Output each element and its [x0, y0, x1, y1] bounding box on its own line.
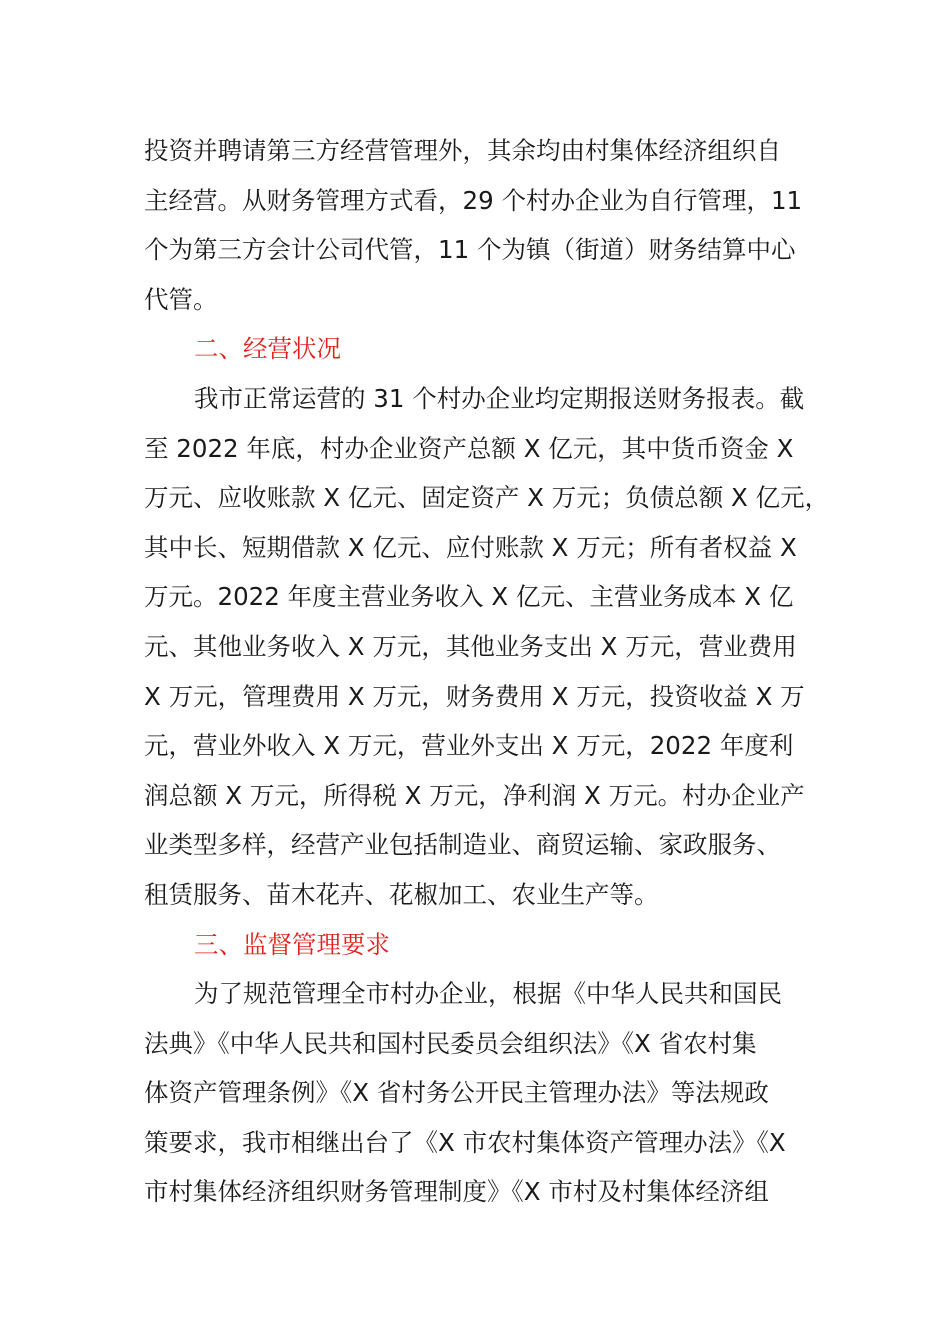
- text-line: 万元、应收账款 X 亿元、固定资产 X 万元；负债总额 X 亿元，: [144, 483, 830, 513]
- paragraph-supervision: [144, 969, 816, 1217]
- text-line: 万元。2022 年度主营业务收入 X 亿元、主营业务成本 X 亿: [144, 582, 794, 612]
- text-line: 个为第三方会计公司代管，11 个为镇（街道）财务结算中心: [144, 235, 796, 265]
- text-line: X 万元，管理费用 X 万元，财务费用 X 万元，投资收益 X 万: [144, 681, 805, 711]
- section-heading-supervision: 三、监督管理要求: [194, 929, 390, 959]
- text-line: 代管。: [144, 284, 218, 314]
- paragraph-ownership: [144, 126, 816, 324]
- text-line: 策要求，我市相继出台了《X 市农村集体资产管理办法》《X: [144, 1127, 786, 1157]
- text-line: 市村集体经济组织财务管理制度》《X 市村及村集体经济组: [144, 1177, 769, 1207]
- text-line: 为了规范管理全市村办企业，根据《中华人民共和国民: [194, 979, 782, 1009]
- text-line: 至 2022 年底，村办企业资产总额 X 亿元，其中货币资金 X: [144, 433, 794, 463]
- section-heading-operations: 二、经营状况: [194, 334, 341, 364]
- text-line: 主经营。从财务管理方式看，29 个村办企业为自行管理，11: [144, 185, 803, 215]
- text-line: 我市正常运营的 31 个村办企业均定期报送财务报表。截: [194, 383, 805, 413]
- text-line: 投资并聘请第三方经营管理外，其余均由村集体经济组织自: [144, 136, 781, 165]
- text-line: 体资产管理条例》《X 省村务公开民主管理办法》等法规政: [144, 1078, 769, 1108]
- text-line: 业类型多样，经营产业包括制造业、商贸运输、家政服务、: [144, 830, 781, 860]
- text-line: 润总额 X 万元，所得税 X 万元，净利润 X 万元。村办企业产: [144, 780, 805, 810]
- text-line: 元，营业外收入 X 万元，营业外支出 X 万元，2022 年度利: [144, 731, 794, 761]
- paragraph-operations: [144, 374, 830, 920]
- text-line: 租赁服务、苗木花卉、花椒加工、农业生产等。: [144, 879, 659, 909]
- document-body: [144, 126, 830, 1217]
- text-line: 元、其他业务收入 X 万元，其他业务支出 X 万元，营业费用: [144, 631, 797, 661]
- text-line: 法典》《中华人民共和国村民委员会组织法》《X 省农村集: [144, 1028, 757, 1058]
- text-line: 其中长、短期借款 X 亿元、应付账款 X 万元；所有者权益 X: [144, 532, 797, 562]
